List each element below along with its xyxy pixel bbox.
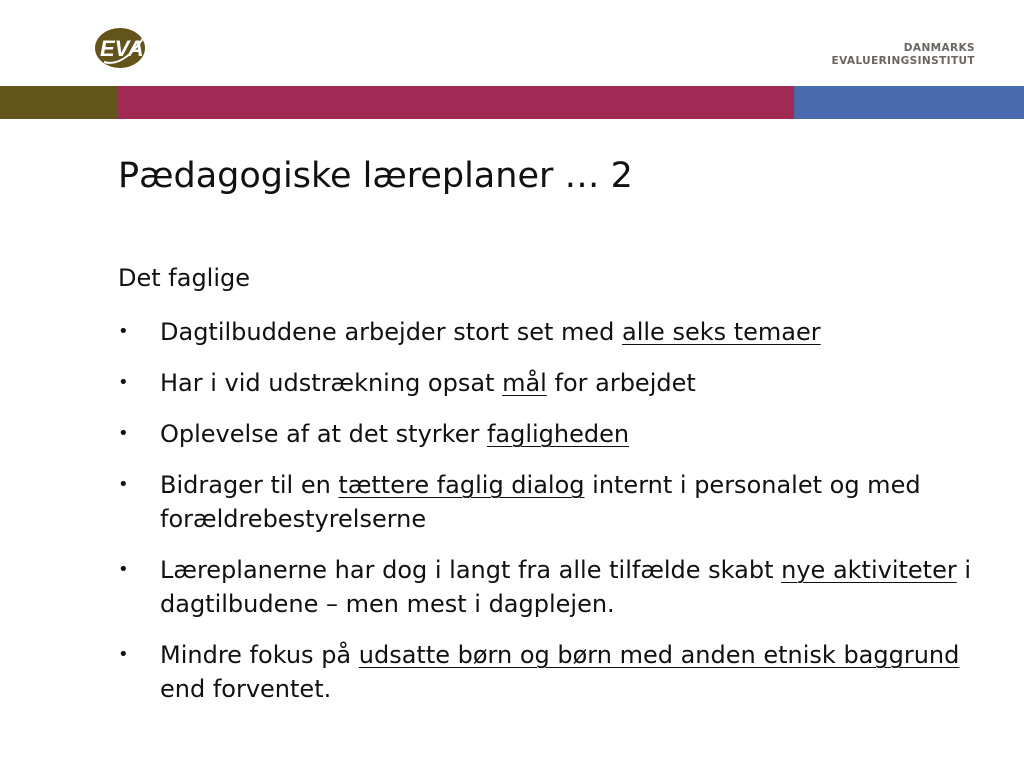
bullet-item (118, 366, 978, 400)
underlined-phrase: tættere faglig dialog (338, 471, 585, 499)
logo-text: EVA (100, 36, 144, 61)
bullet-text: Læreplanerne har dog i langt fra alle tilfælde skabt (160, 556, 782, 584)
bullet-text: Oplevelse af at det styrker (160, 420, 487, 448)
bullet-text-tail: for arbejdet (546, 369, 696, 397)
org-line-2: EVALUERINGSINSTITUT (831, 55, 975, 67)
bullet-icon: • (118, 474, 129, 495)
organization-name (832, 42, 975, 68)
header-bar-olive (0, 86, 118, 119)
slide-subheading: Det faglige (118, 264, 251, 292)
header-bar-crimson (118, 86, 794, 119)
eva-logo (94, 26, 150, 70)
bullet-icon: • (118, 644, 129, 665)
bullet-item (118, 638, 978, 706)
bullet-item (118, 468, 978, 536)
bullet-icon: • (118, 423, 129, 444)
bullet-icon: • (118, 372, 129, 393)
header-bar-blue (794, 86, 1024, 119)
bullet-icon: • (118, 559, 129, 580)
underlined-phrase: alle seks temaer (622, 318, 821, 346)
bullet-text-tail: internt i personalet og med forældrebestyrelserne (160, 471, 921, 533)
bullet-item (118, 417, 978, 451)
bullet-list (118, 315, 978, 723)
org-line-1: DANMARKS (903, 42, 975, 54)
underlined-phrase: mål (502, 369, 547, 397)
bullet-text: Har i vid udstrækning opsat (160, 369, 503, 397)
bullet-text: Mindre fokus på (160, 641, 359, 669)
underlined-phrase: fagligheden (486, 420, 630, 448)
bullet-item (118, 553, 978, 621)
bullet-text-tail: i dagtilbudene – men mest i dagplejen. (160, 556, 972, 618)
bullet-item (118, 315, 978, 349)
bullet-text-tail: end forventet. (160, 675, 332, 703)
underlined-phrase: nye aktiviteter (781, 556, 957, 584)
slide-title: Pædagogiske læreplaner … 2 (118, 156, 633, 196)
underlined-phrase: udsatte børn og børn med anden etnisk baggrund (358, 641, 960, 669)
bullet-icon: • (118, 321, 129, 342)
bullet-text: Dagtilbuddene arbejder stort set med (160, 318, 623, 346)
bullet-text: Bidrager til en (160, 471, 339, 499)
